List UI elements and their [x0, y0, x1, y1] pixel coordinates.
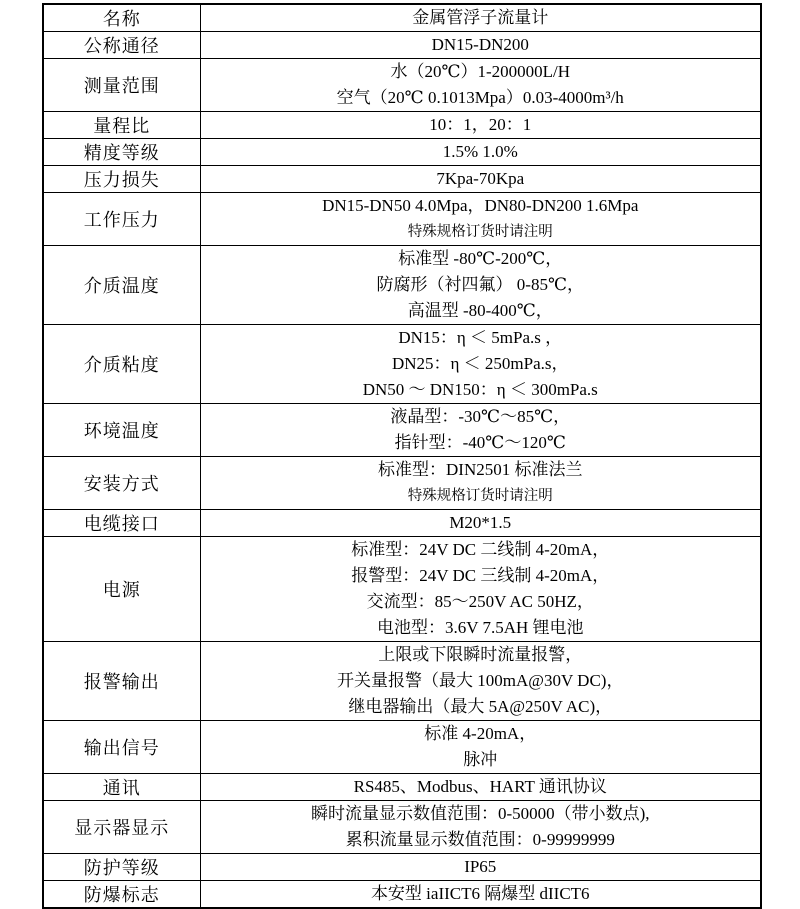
row-label: 名称	[43, 4, 200, 32]
row-value-line: 报警型：24V DC 三线制 4-20mA，	[351, 566, 610, 585]
row-value	[200, 59, 761, 112]
table-row	[43, 112, 761, 139]
row-value-line: 交流型：85～250V AC 50HZ，	[366, 592, 594, 611]
row-value-line: 金属管浮子流量计	[412, 8, 549, 27]
row-value-line: M20*1.5	[449, 513, 512, 532]
table-row	[43, 881, 761, 909]
row-label: 测量范围	[43, 59, 200, 112]
spec-table-body	[43, 4, 761, 908]
row-value-line: 脉冲	[463, 750, 498, 769]
row-value-line: 标准型 -80℃-200℃，	[398, 249, 563, 268]
row-value	[200, 166, 761, 193]
row-label: 电缆接口	[43, 510, 200, 537]
row-value	[200, 139, 761, 166]
row-value-line: 特殊规格订货时请注明	[407, 224, 553, 240]
row-value-line: 上限或下限瞬时流量报警，	[378, 645, 583, 664]
row-label: 防护等级	[43, 854, 200, 881]
table-row	[43, 4, 761, 32]
table-row	[43, 801, 761, 854]
row-value-line: 标准型：24V DC 二线制 4-20mA，	[351, 540, 610, 559]
table-row	[43, 537, 761, 642]
row-value-line: 标准型：DIN2501 标准法兰	[378, 460, 583, 479]
row-label: 报警输出	[43, 642, 200, 721]
row-value-line: 开关量报警（最大 100mA@30V DC)，	[337, 671, 624, 690]
row-value	[200, 404, 761, 457]
row-value-line: 本安型 iaIICT6 隔爆型 dIICT6	[370, 884, 590, 903]
row-value-line: 继电器输出（最大 5A@250V AC)，	[348, 697, 613, 716]
row-value-line: 7Kpa-70Kpa	[436, 169, 525, 188]
table-row	[43, 59, 761, 112]
table-row	[43, 721, 761, 774]
row-value-line: 防腐形（衬四氟） 0-85℃，	[376, 275, 584, 294]
row-label: 公称通径	[43, 32, 200, 59]
row-value-line: 指针型：-40℃～120℃	[394, 433, 566, 452]
table-row	[43, 854, 761, 881]
spec-table	[42, 3, 762, 909]
row-value	[200, 854, 761, 881]
row-value-line: DN15-DN50 4.0Mpa，DN80-DN200 1.6Mpa	[322, 196, 639, 215]
row-value-line: DN15：η ＜ 5mPa.s ，	[398, 328, 563, 347]
row-value-line: 液晶型：-30℃～85℃，	[390, 407, 571, 426]
row-label: 介质温度	[43, 246, 200, 325]
row-value-line: 瞬时流量显示数值范围：0-50000（带小数点),	[310, 804, 650, 823]
row-value	[200, 112, 761, 139]
table-row	[43, 642, 761, 721]
row-value-line: DN25：η ＜ 250mPa.s，	[391, 354, 569, 373]
table-row	[43, 457, 761, 510]
row-value	[200, 642, 761, 721]
row-value-line: 特殊规格订货时请注明	[407, 488, 553, 504]
row-value	[200, 246, 761, 325]
row-label: 安装方式	[43, 457, 200, 510]
row-label: 精度等级	[43, 139, 200, 166]
row-label: 压力损失	[43, 166, 200, 193]
row-value	[200, 4, 761, 32]
table-row	[43, 510, 761, 537]
row-value-line: 10：1，20：1	[429, 115, 532, 134]
row-label: 通讯	[43, 774, 200, 801]
row-label: 介质粘度	[43, 325, 200, 404]
row-value-line: 水（20℃）1-200000L/H	[390, 62, 571, 81]
row-value	[200, 457, 761, 510]
table-row	[43, 774, 761, 801]
table-row	[43, 32, 761, 59]
table-row	[43, 325, 761, 404]
row-label: 工作压力	[43, 193, 200, 246]
row-value-line: IP65	[464, 857, 497, 876]
table-row	[43, 166, 761, 193]
row-label: 电源	[43, 537, 200, 642]
row-value-line: DN50 ～ DN150：η ＜ 300mPa.s	[362, 380, 598, 399]
row-value-line: RS485、Modbus、HART 通讯协议	[353, 777, 607, 796]
row-value-line: 空气（20℃ 0.1013Mpa）0.03-4000m³/h	[336, 88, 624, 107]
row-value	[200, 774, 761, 801]
row-value-line: 高温型 -80-400℃，	[407, 301, 553, 320]
row-value	[200, 325, 761, 404]
row-value	[200, 881, 761, 909]
table-row	[43, 246, 761, 325]
row-label: 量程比	[43, 112, 200, 139]
row-label: 显示器显示	[43, 801, 200, 854]
table-row	[43, 193, 761, 246]
row-value	[200, 801, 761, 854]
table-row	[43, 404, 761, 457]
row-value	[200, 32, 761, 59]
row-value	[200, 537, 761, 642]
row-value	[200, 193, 761, 246]
row-value-line: 标准 4-20mA，	[424, 724, 537, 743]
row-label: 环境温度	[43, 404, 200, 457]
row-value	[200, 721, 761, 774]
table-row	[43, 139, 761, 166]
row-value-line: 电池型：3.6V 7.5AH 锂电池	[376, 618, 584, 637]
row-value-line: 1.5% 1.0%	[442, 142, 518, 161]
row-label: 输出信号	[43, 721, 200, 774]
row-label: 防爆标志	[43, 881, 200, 909]
row-value-line: DN15-DN200	[431, 35, 529, 54]
row-value	[200, 510, 761, 537]
row-value-line: 累积流量显示数值范围：0-99999999	[345, 830, 615, 849]
